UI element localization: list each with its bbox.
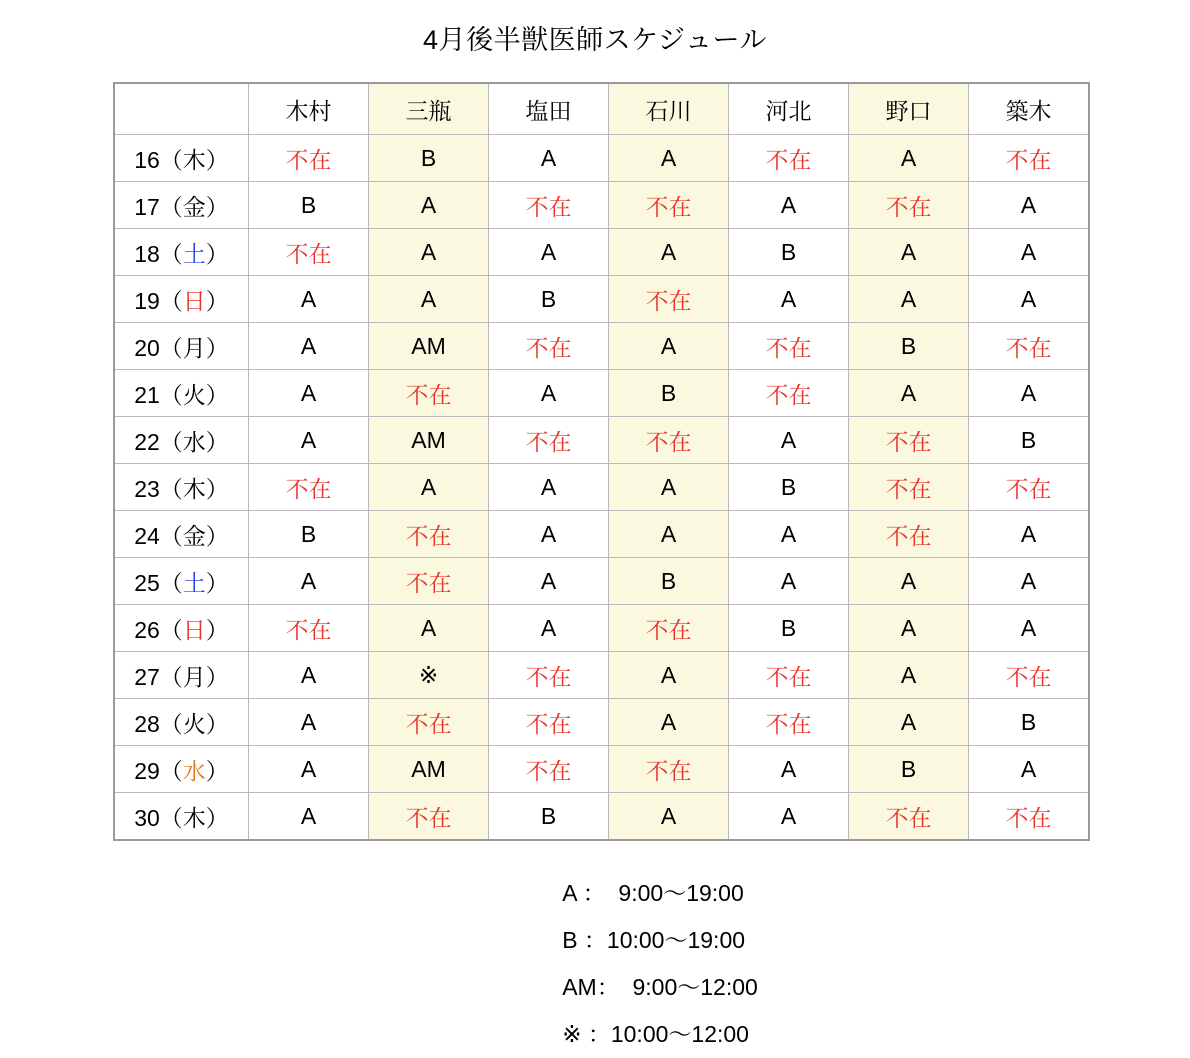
date-cell: 30（木） [114,793,249,841]
schedule-cell: A [849,276,969,323]
schedule-cell: A [729,793,849,841]
date-cell: 19（日） [114,276,249,323]
schedule-cell: B [969,417,1090,464]
schedule-cell: 不在 [969,464,1090,511]
day-of-week: 木 [182,804,206,831]
legend-row: ※ ：10:00～12:00 [562,1021,749,1047]
legend-row: B ：10:00～19:00 [562,927,746,953]
table-row [114,135,1089,182]
day-of-week: 金 [182,522,206,549]
schedule-cell: 不在 [249,135,369,182]
schedule-cell: A [489,511,609,558]
schedule-cell: A [729,417,849,464]
schedule-cell: A [489,558,609,605]
schedule-cell: B [249,511,369,558]
header-cell-vet-2: 三瓶 [369,83,489,135]
schedule-cell: A [369,605,489,652]
schedule-cell: A [609,464,729,511]
schedule-cell: A [849,699,969,746]
schedule-cell: 不在 [729,652,849,699]
schedule-cell: B [249,182,369,229]
schedule-cell: B [489,793,609,841]
header-cell-vet-6: 野口 [849,83,969,135]
day-of-week: 木 [182,475,206,502]
schedule-cell: A [729,558,849,605]
schedule-cell: A [249,746,369,793]
header-cell-vet-1: 木村 [249,83,369,135]
date-number: 16 [134,146,160,173]
schedule-cell: B [609,370,729,417]
schedule-cell: A [729,182,849,229]
schedule-cell: A [849,370,969,417]
table-row [114,511,1089,558]
schedule-cell: A [489,135,609,182]
legend-row: A ： 9:00～19:00 [562,880,744,906]
schedule-cell: ※ [369,652,489,699]
schedule-cell: A [249,699,369,746]
day-of-week: 火 [182,710,206,737]
schedule-cell: A [369,182,489,229]
day-of-week: 金 [182,193,206,220]
schedule-cell: A [249,323,369,370]
schedule-cell: 不在 [489,417,609,464]
schedule-cell: A [969,182,1090,229]
date-cell: 27（月） [114,652,249,699]
date-cell: 18（土） [114,229,249,276]
date-cell: 20（月） [114,323,249,370]
day-of-week: 水 [182,428,206,455]
table-row [114,652,1089,699]
schedule-cell: A [609,511,729,558]
schedule-cell: A [729,746,849,793]
schedule-cell: 不在 [609,276,729,323]
table-row [114,370,1089,417]
schedule-cell: A [969,370,1090,417]
table-header [114,83,1089,135]
legend-row: AM： 9:00～12:00 [562,974,758,1000]
schedule-cell: 不在 [369,370,489,417]
date-number: 22 [134,428,160,455]
date-number: 28 [134,710,160,737]
schedule-cell: A [249,276,369,323]
date-cell: 26（日） [114,605,249,652]
schedule-cell: 不在 [609,182,729,229]
date-number: 30 [134,804,160,831]
date-number: 29 [134,757,160,784]
schedule-cell: 不在 [249,229,369,276]
day-of-week: 日 [182,616,206,643]
date-number: 23 [134,475,160,502]
date-cell: 22（水） [114,417,249,464]
schedule-cell: 不在 [609,746,729,793]
table-row [114,182,1089,229]
table-row [114,229,1089,276]
table-row [114,793,1089,841]
schedule-cell: A [969,605,1090,652]
date-number: 19 [134,287,160,314]
schedule-cell: A [249,793,369,841]
schedule-cell: A [849,135,969,182]
schedule-cell: A [969,276,1090,323]
schedule-cell: A [369,229,489,276]
header-cell-vet-5: 河北 [729,83,849,135]
date-number: 27 [134,663,160,690]
table-row [114,558,1089,605]
schedule-cell: A [729,511,849,558]
schedule-cell: 不在 [609,605,729,652]
schedule-cell: A [489,605,609,652]
schedule-cell: 不在 [849,793,969,841]
schedule-cell: 不在 [729,370,849,417]
schedule-cell: A [729,276,849,323]
day-of-week: 木 [182,146,206,173]
date-cell: 16（木） [114,135,249,182]
schedule-cell: 不在 [969,135,1090,182]
table-row [114,276,1089,323]
table-header-row [114,83,1089,135]
date-cell: 28（火） [114,699,249,746]
schedule-cell: A [849,229,969,276]
date-cell: 25（土） [114,558,249,605]
schedule-cell: AM [369,417,489,464]
schedule-cell: A [849,652,969,699]
schedule-cell: 不在 [369,699,489,746]
day-of-week: 日 [182,287,206,314]
schedule-table-container [113,82,1090,841]
table-row [114,605,1089,652]
schedule-cell: B [369,135,489,182]
day-of-week: 土 [182,240,206,267]
date-number: 24 [134,522,160,549]
schedule-cell: 不在 [969,793,1090,841]
schedule-cell: 不在 [609,417,729,464]
schedule-cell: A [489,464,609,511]
schedule-cell: A [369,276,489,323]
schedule-cell: B [849,323,969,370]
schedule-cell: A [969,511,1090,558]
schedule-cell: 不在 [729,323,849,370]
day-of-week: 水 [182,757,206,784]
schedule-cell: 不在 [849,182,969,229]
table-row [114,323,1089,370]
schedule-cell: A [849,558,969,605]
table-row [114,464,1089,511]
date-number: 20 [134,334,160,361]
schedule-cell: B [849,746,969,793]
schedule-cell: 不在 [969,652,1090,699]
day-of-week: 火 [182,381,206,408]
schedule-cell: 不在 [849,417,969,464]
schedule-cell: A [609,323,729,370]
schedule-cell: 不在 [729,135,849,182]
date-number: 26 [134,616,160,643]
table-row [114,417,1089,464]
day-of-week: 月 [182,663,206,690]
date-cell: 23（木） [114,464,249,511]
schedule-cell: 不在 [369,511,489,558]
schedule-cell: 不在 [249,605,369,652]
date-number: 21 [134,381,160,408]
schedule-cell: 不在 [849,511,969,558]
table-row [114,699,1089,746]
schedule-table [113,82,1090,841]
schedule-cell: AM [369,323,489,370]
schedule-cell: A [249,652,369,699]
schedule-cell: 不在 [489,323,609,370]
schedule-cell: A [369,464,489,511]
schedule-cell: AM [369,746,489,793]
schedule-cell: 不在 [849,464,969,511]
date-cell: 17（金） [114,182,249,229]
date-cell: 24（金） [114,511,249,558]
schedule-cell: 不在 [369,793,489,841]
schedule-cell: 不在 [489,699,609,746]
schedule-cell: B [609,558,729,605]
schedule-cell: A [249,417,369,464]
schedule-cell: B [729,229,849,276]
schedule-cell: 不在 [729,699,849,746]
day-of-week: 土 [182,569,206,596]
schedule-cell: A [609,135,729,182]
schedule-cell: B [729,464,849,511]
date-number: 25 [134,569,160,596]
date-cell: 29（水） [114,746,249,793]
schedule-cell: 不在 [489,746,609,793]
schedule-cell: A [609,229,729,276]
schedule-cell: 不在 [369,558,489,605]
schedule-cell: A [849,605,969,652]
schedule-cell: 不在 [489,652,609,699]
schedule-cell: A [969,746,1090,793]
header-cell-vet-3: 塩田 [489,83,609,135]
schedule-cell: A [609,652,729,699]
schedule-cell: A [249,558,369,605]
schedule-cell: A [489,370,609,417]
date-number: 17 [134,193,160,220]
page-title: 4月後半獣医師スケジュール [423,25,767,55]
header-cell-vet-4: 石川 [609,83,729,135]
schedule-cell: B [969,699,1090,746]
schedule-cell: A [969,558,1090,605]
schedule-cell: A [969,229,1090,276]
schedule-cell: A [249,370,369,417]
schedule-cell: B [729,605,849,652]
table-row [114,746,1089,793]
schedule-cell: B [489,276,609,323]
schedule-cell: A [489,229,609,276]
header-cell-vet-7: 築木 [969,83,1090,135]
schedule-cell: 不在 [489,182,609,229]
table-body [114,135,1089,841]
date-number: 18 [134,240,160,267]
schedule-cell: 不在 [969,323,1090,370]
date-cell: 21（火） [114,370,249,417]
schedule-cell: A [609,699,729,746]
schedule-cell: A [609,793,729,841]
header-cell-date [114,83,249,135]
schedule-cell: 不在 [249,464,369,511]
day-of-week: 月 [182,334,206,361]
